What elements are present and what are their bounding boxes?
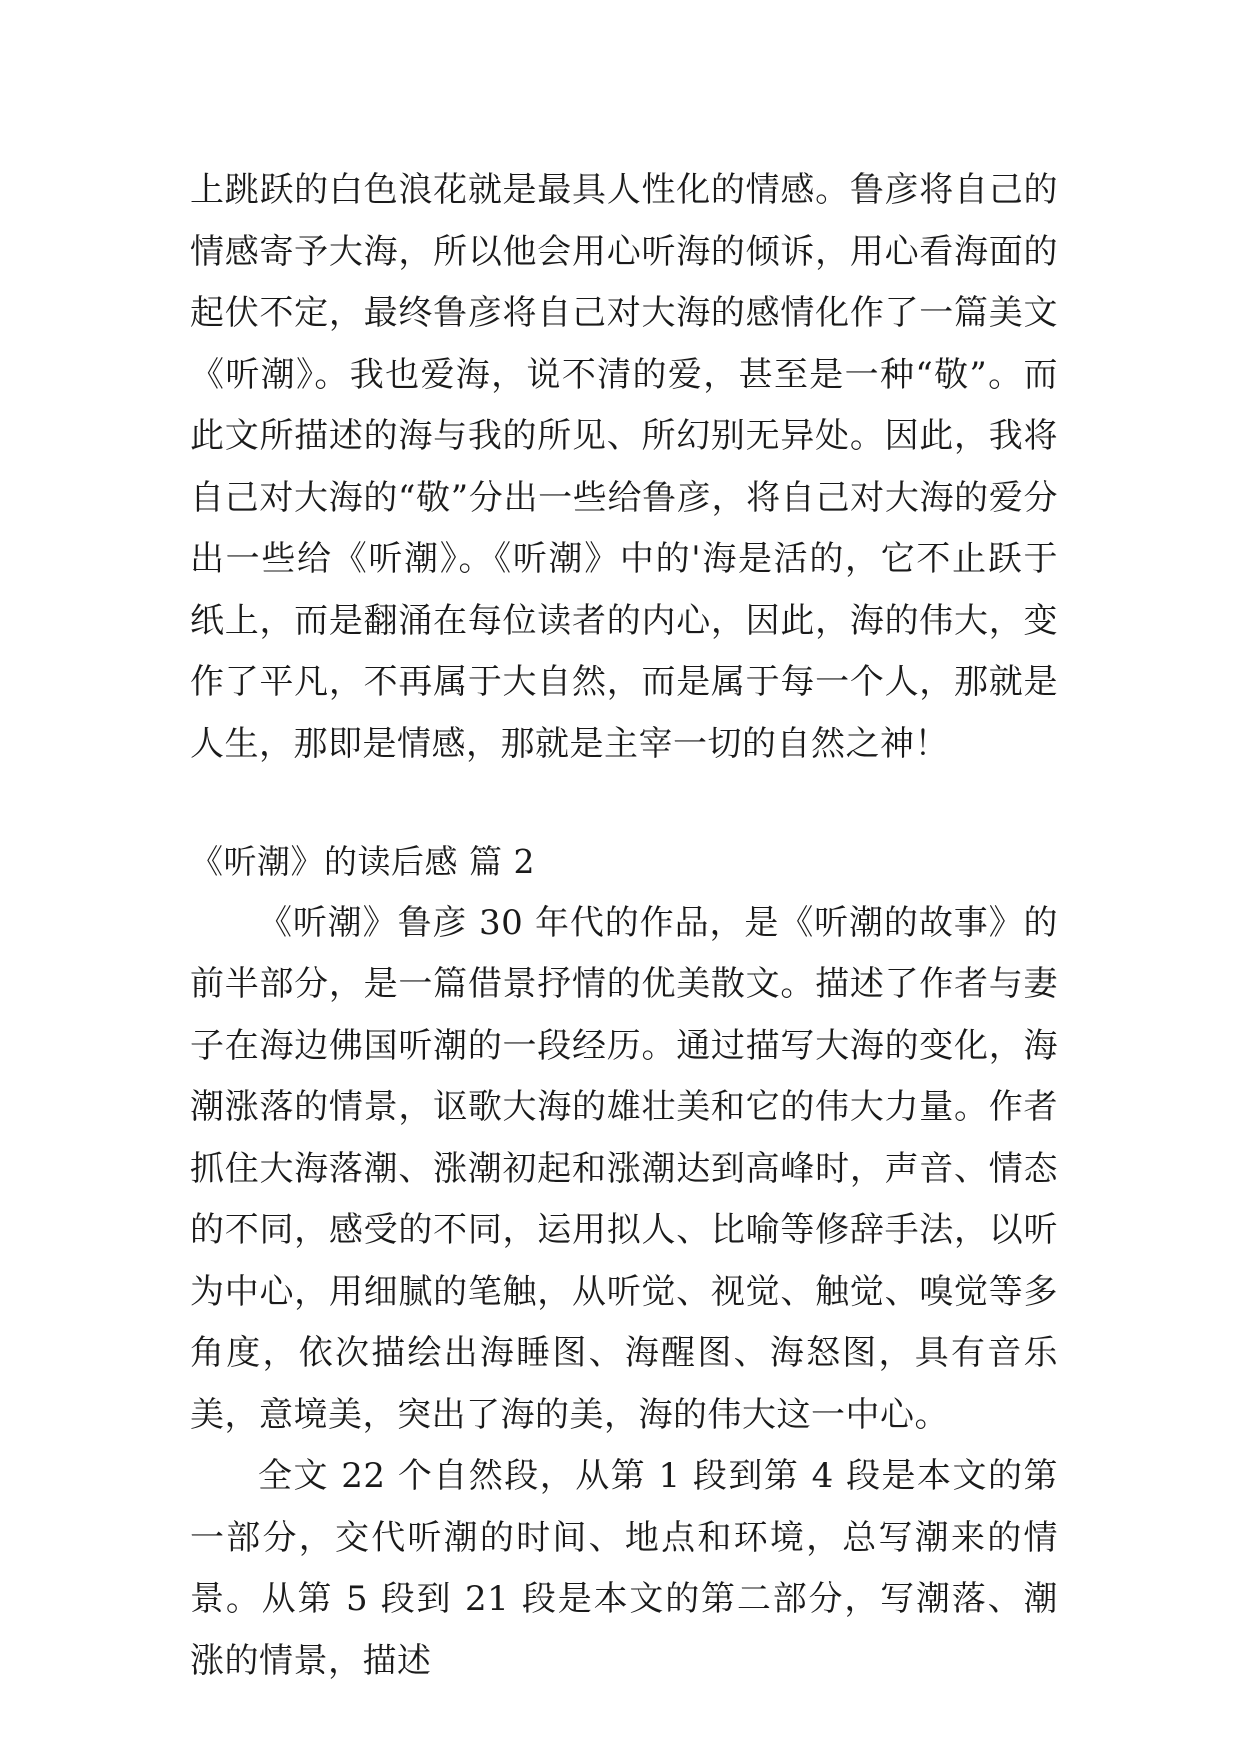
body-paragraph: 《听潮》鲁彦 30 年代的作品，是《听潮的故事》的前半部分，是一篇借景抒情的优美散文。描述了作者与妻子在海边佛国听潮的一段经历。通过描写大海的变化，海潮涨落的情景，讴歌大海的雄壮美和它的伟大力量。作者抓住大海落潮、涨潮初起和涨潮达到高峰时，声音、情态的不同，感受的不同，运用拟人、比喻等修辞手法，以听为中心，用细腻的笔触，从听觉、视觉、触觉、嗅觉等多角度，依次描绘出海睡图、海醒图、海怒图，具有音乐美，意境美，突出了海的美，海的伟大这一中心。	[190, 902, 1058, 1435]
section-heading: 《听潮》的读后感 篇 2	[190, 842, 535, 881]
body-paragraph: 全文 22 个自然段，从第 1 段到第 4 段是本文的第一部分，交代听潮的时间、地点和环境，总写潮来的情景。从第 5 段到 21 段是本文的第二部分，写潮落、潮涨的情景，描述	[190, 1456, 1058, 1681]
document-page	[190, 160, 1058, 1692]
body-paragraph: 上跳跃的白色浪花就是最具人性化的情感。鲁彦将自己的情感寄予大海，所以他会用心听海的倾诉，用心看海面的起伏不定，最终鲁彦将自己对大海的感情化作了一篇美文《听潮》。我也爱海，说不清的爱，甚至是一种“敬”。而此文所描述的海与我的所见、所幻别无异处。因此，我将自己对大海的“敬”分出一些给鲁彦，将自己对大海的爱分出一些给《听潮》。《听潮》中的'海是活的，它不止跃于纸上，而是翻涌在每位读者的内心，因此，海的伟大，变作了平凡，不再属于大自然，而是属于每一个人，那就是人生，那即是情感，那就是主宰一切的自然之神！	[190, 170, 1058, 764]
